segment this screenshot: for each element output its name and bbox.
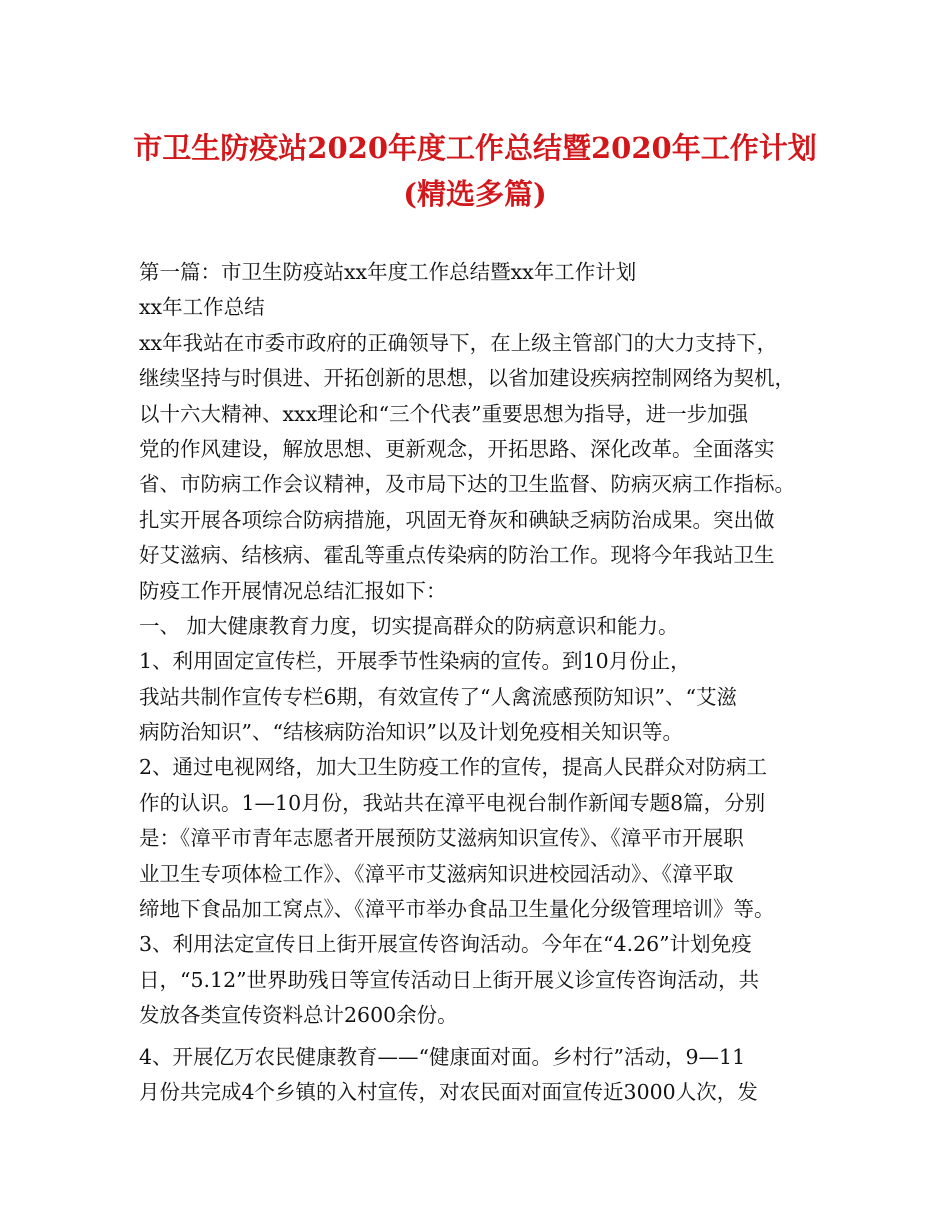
section-heading: 第一篇：市卫生防疫站xx年度工作总结暨xx年工作计划: [139, 260, 637, 284]
paragraph-line: 3、利用法定宣传日上街开展宣传咨询活动。今年在“4.26”计划免疫: [139, 932, 752, 957]
paragraph-line: 扎实开展各项综合防病措施，巩固无脊灰和碘缺乏病防治成果。突出做: [139, 507, 775, 532]
paragraph-line: 2、通过电视网络，加大卫生防疫工作的宣传，提高人民群众对防病工: [139, 755, 768, 780]
paragraph-line: xx年我站在市委市政府的正确领导下，在上级主管部门的大力支持下，: [139, 330, 778, 355]
paragraph-line: 以十六大精神、xxx理论和“三个代表”重要思想为指导，进一步加强: [139, 401, 749, 426]
paragraph-line: 是：《漳平市青年志愿者开展预防艾滋病知识宣传》、《漳平市开展职: [139, 826, 744, 851]
paragraph-line: 防疫工作开展情况总结汇报如下：: [139, 578, 447, 603]
paragraph-line: 4、开展亿万农民健康教育——“健康面对面。乡村行”活动，9—11: [139, 1044, 746, 1069]
document-title: 市卫生防疫站2020年度工作总结暨2020年工作计划: [133, 131, 817, 165]
paragraph-line: 党的作风建设，解放思想、更新观念，开拓思路、深化改革。全面落实: [139, 436, 775, 461]
document-subtitle: (精选多篇): [403, 177, 547, 211]
paragraph-line: 作的认识。1—10月份，我站共在漳平电视台制作新闻专题8篇，分别: [139, 790, 766, 815]
paragraph-line: 缔地下食品加工窝点》、《漳平市举办食品卫生量化分级管理培训》等。: [139, 897, 775, 922]
paragraph-line: 月份共完成4个乡镇的入村宣传，对农民面对面宣传近3000人次，发: [139, 1079, 758, 1104]
list-heading: 一、 加大健康教育力度，切实提高群众的防病意识和能力。: [139, 613, 679, 638]
paragraph-line: 发放各类宣传资料总计2600余份。: [139, 1003, 458, 1028]
document-body: [139, 255, 829, 1110]
paragraph-line: 业卫生专项体检工作》、《漳平市艾滋病知识进校园活动》、《漳平取: [139, 861, 734, 886]
paragraph-line: 继续坚持与时俱进、开拓创新的思想，以省加建设疾病控制网络为契机，: [139, 366, 795, 391]
paragraph-line: 病防治知识”、“结核病防治知识”以及计划免疫相关知识等。: [139, 720, 683, 745]
paragraph-line: xx年工作总结: [139, 295, 265, 320]
paragraph-line: 1、利用固定宣传栏，开展季节性染病的宣传。到10月份止，: [139, 649, 691, 674]
paragraph-line: 省、市防病工作会议精神，及市局下达的卫生监督、防病灭病工作指标。: [139, 472, 795, 497]
paragraph-line: 日，“5.12”世界助残日等宣传活动日上街开展义诊宣传咨询活动，共: [139, 967, 760, 992]
paragraph-line: 我站共制作宣传专栏6期，有效宣传了“人禽流感预防知识”、“艾滋: [139, 684, 737, 709]
paragraph-line: 好艾滋病、结核病、霍乱等重点传染病的防治工作。现将今年我站卫生: [139, 543, 775, 568]
